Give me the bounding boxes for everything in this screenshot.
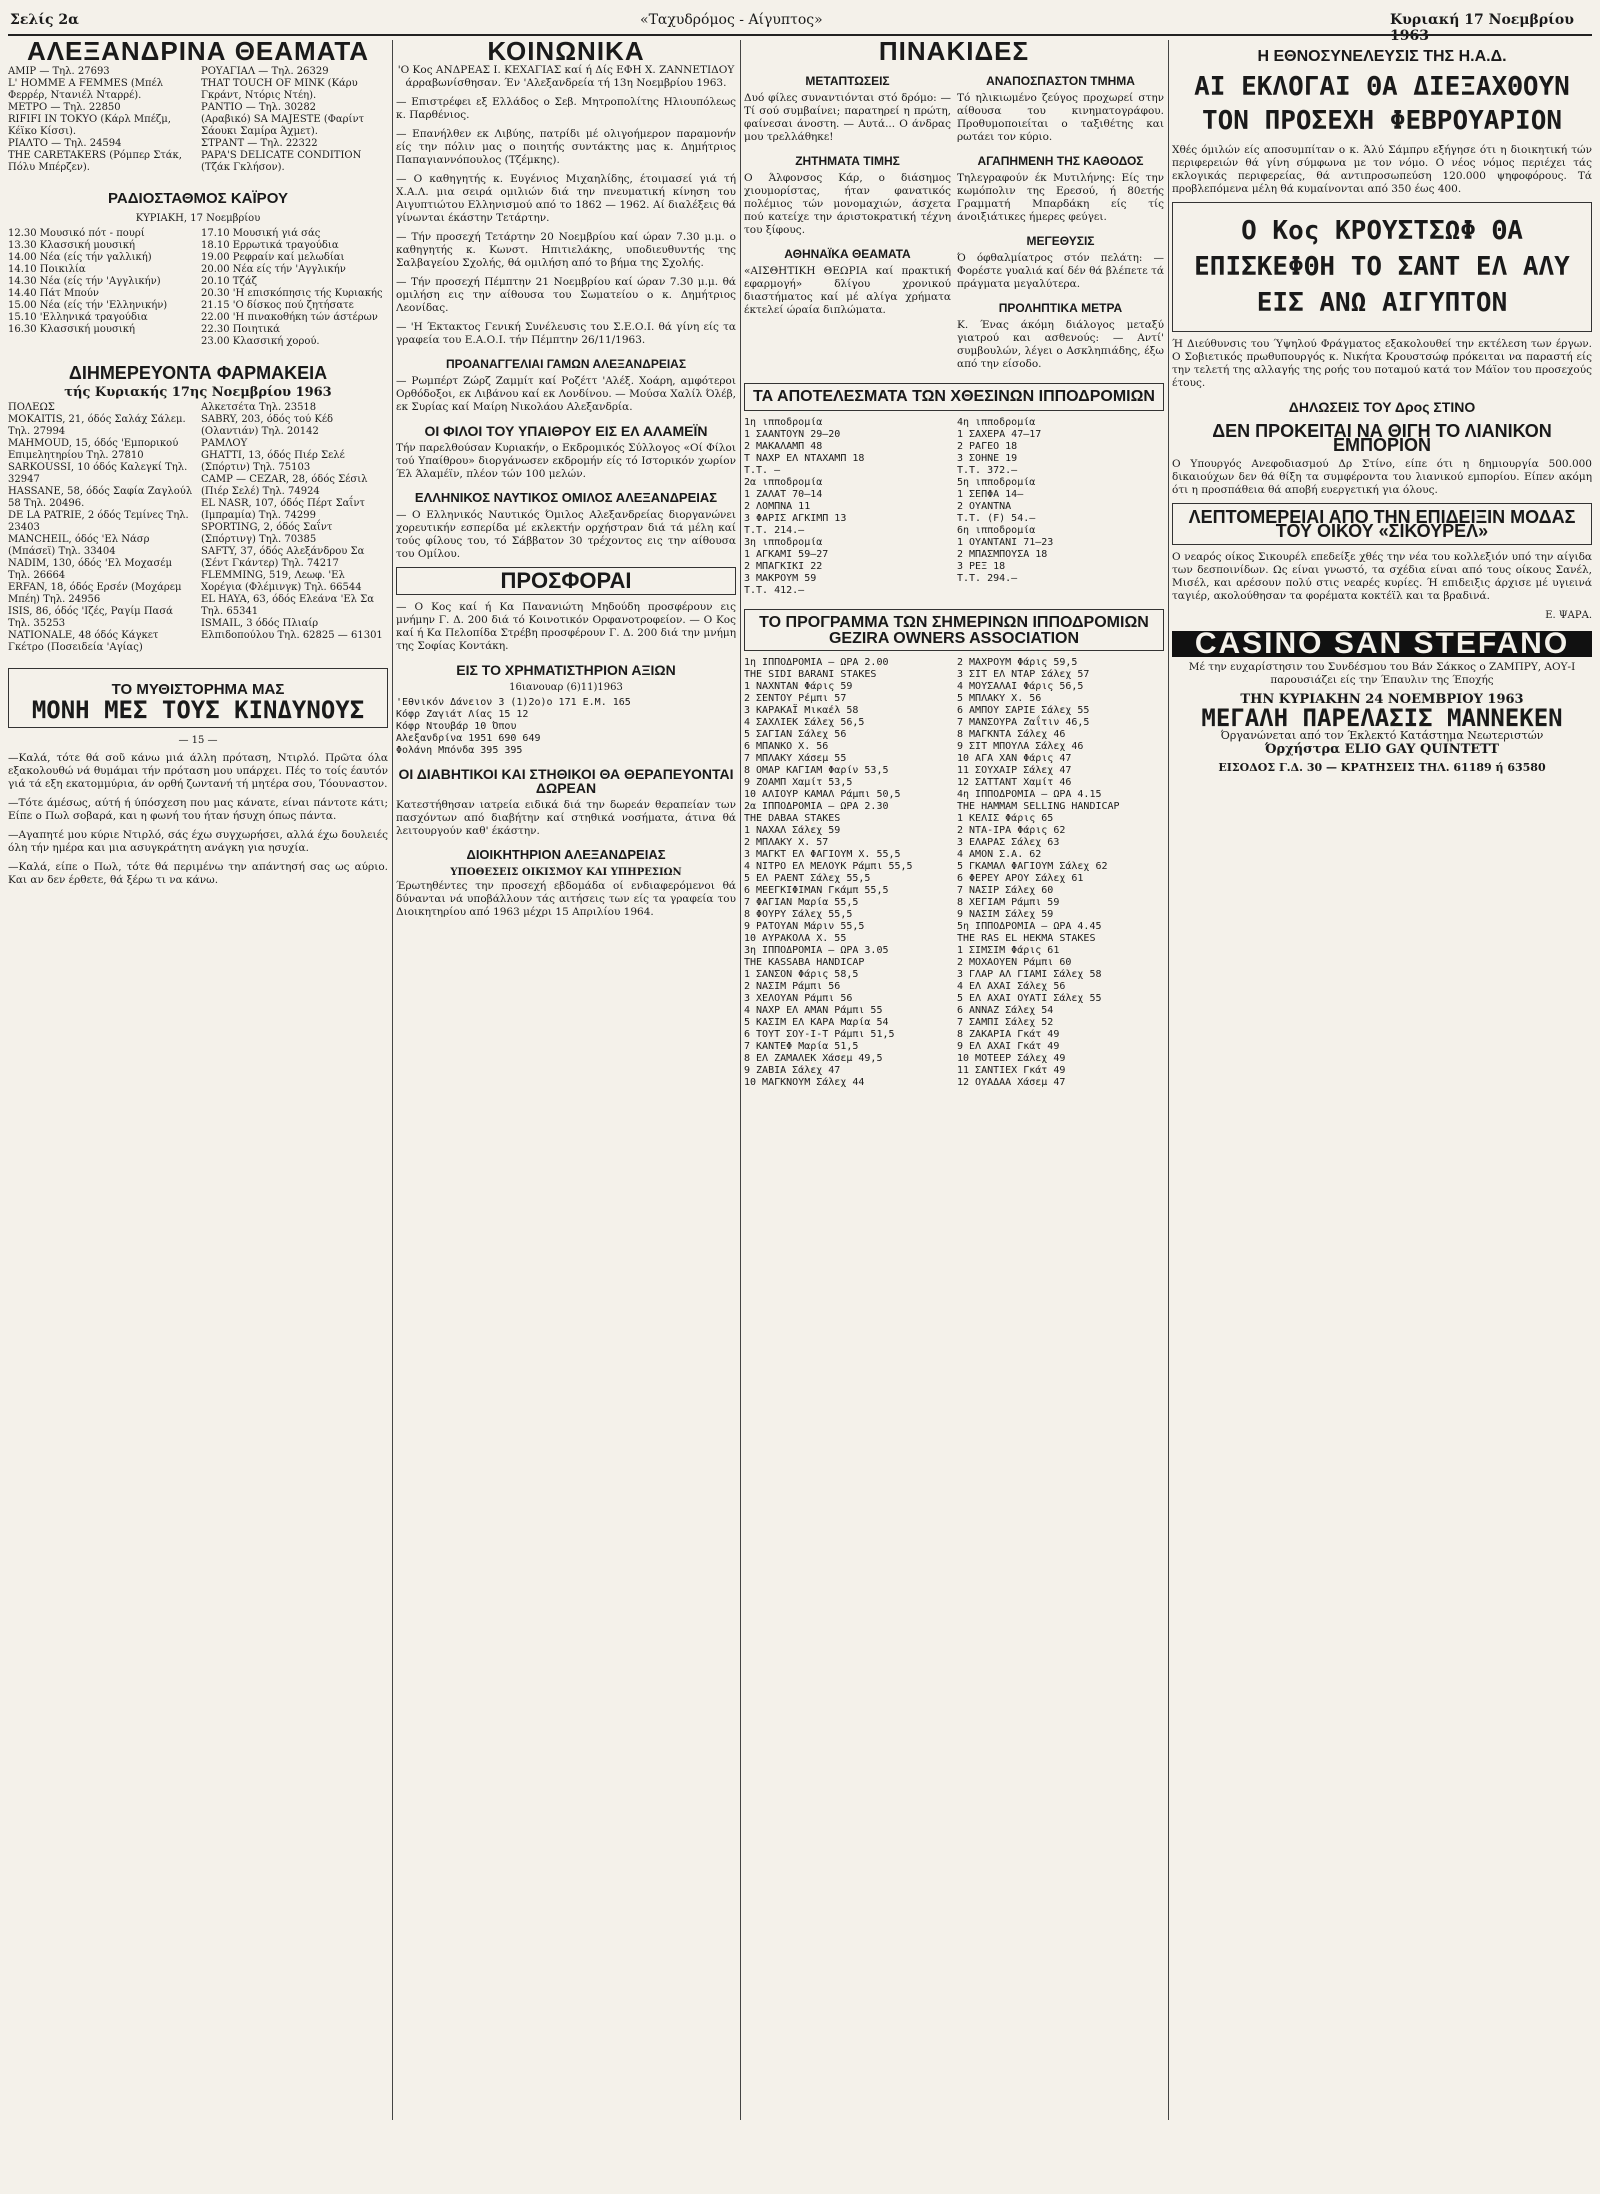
novel-number: — 15 — (178, 735, 218, 746)
result-row: Τ.Τ. (F) 54.— (957, 513, 1036, 524)
program-row: 2 ΜΟΧΑΟΥΕΝ Ράμπι 60 (957, 957, 1072, 968)
program-row: 12 ΣΑΤΤΑΝΤ Χαμίτ 46 (957, 777, 1072, 788)
pharmacy-listing: ISIS, 86, όδός 'Ιζές, Ραγίμ Πασά Τηλ. 35253 (8, 606, 173, 629)
program-row: 2 ΜΑΧΡΟΥΜ Φάρις 59,5 (957, 657, 1078, 668)
society-item: — Επανήλθεν εκ Λιβύης, πατρίδι μέ ολιγοήμερον παραμονήν είς την πόλιν μας ο ποιητής συντάκτης μας κ. Δημήτριος Παπαγιαννόπουλος (Τζέμκης). (396, 128, 736, 166)
program-box (744, 609, 1164, 651)
society-item: — Τήν προσεχή Πέμπτην 21 Νοεμβρίου καί ώραν 7.30 μ.μ. θά ομιλήση εις την αίθουσα του Σωματείου ο κ. Δημήτριος Λεονίδας. (396, 276, 736, 314)
program-row: THE KASSABA HANDICAP (744, 957, 865, 968)
results-box (744, 383, 1164, 411)
khrushchev-headline: Ο Κος ΚΡΟΥΣΤΣΩΦ ΘΑ ΕΠΙΣΚΕΦΘΗ ΤΟ ΣΑΝΤ ΕΛ ΑΛΥ ΕΙΣ ΑΝΩ ΑΙΓΥΠΤΟΝ (1194, 216, 1570, 318)
program-row: 2α ΙΠΠΟΔΡΟΜΙΑ — ΩΡΑ 2.30 (744, 801, 889, 812)
radio-slot: 18.10 Ερρωτικά τραγούδια (201, 240, 339, 251)
program-row: 5 ΕΛ ΡΑΕΝΤ Σάλεχ 55,5 (744, 873, 871, 884)
result-row: 2 ΜΠΑΣΜΠΟΥΣΑ 18 (957, 549, 1048, 560)
pharmacies-listing (8, 400, 388, 662)
result-row: 1 ΖΑΛΑΤ 70—14 (744, 489, 823, 500)
result-row: 6η ιπποδρομία (957, 525, 1036, 536)
bourse-table (396, 697, 736, 757)
bourse-row: Κόφρ Ντουβάρ 10 Όπου (396, 721, 517, 732)
casino-band: Όρχήστρα ELIO GAY QUINTETT (1264, 742, 1500, 757)
society-item: 'Ο Κος ΑΝΔΡΕΑΣ Ι. ΚΕΧΑΓΙΑΣ καί ή Δίς ΕΦΗ Χ. ΖΑΝΝΕΤΙΔΟΥ άρραβωνίσθησαν. Έν 'Αλεξανδρεία τή 13η Νοεμβρίου 1963. (397, 64, 735, 89)
program-row: THE RAS EL HEKMA STAKES (957, 933, 1096, 944)
pinakides-text: Ο Άλφονσος Κάρ, ο διάσημος χιουμορίστας, ήταν φανατικός πολέμιος τών μονομαχιών, άσχετα πού κατείχε την άριστοκρατική τέχνη του ξίφους. (744, 172, 951, 236)
fashion-headline: ΛΕΠΤΟΜΕΡΕΙΑΙ ΑΠΟ ΤΗΝ ΕΠΙΔΕΙΞΙΝ ΜΟΔΑΣ ΤΟΥ ΟΙΚΟΥ «ΣΙΚΟΥΡΕΛ» (1188, 507, 1576, 541)
pharmacy-listing: FLEMMING, 519, Λεωφ. 'Ελ Χορέγια (Φλέμινγκ) Τηλ. 66544 (201, 570, 362, 593)
casino-event: ΜΕΓΑΛΗ ΠΑΡΕΛΑΣΙΣ ΜΑΝΝΕΚΕΝ (1201, 704, 1563, 732)
pharmacy-listing: MANCHEIL, όδός 'Ελ Νάσρ (Μπάσεϊ) Τηλ. 33404 (8, 534, 150, 557)
theatre-listing: L' HOMME A FEMMES (Μπέλ Φερρέρ, Ντανιέλ Νταρρέ). (8, 78, 164, 101)
program-row: 11 ΣΟΥΧΑΙΡ Σάλεχ 47 (957, 765, 1072, 776)
result-row: Τ.Τ. 412.— (744, 585, 805, 596)
casino-banner: CASINO SAN STEFANO (1172, 631, 1592, 657)
radio-slot: 17.10 Μουσική γιά σάς (201, 228, 321, 239)
program-row: 7 ΜΠΛΑΚΥ Χάσεμ 55 (744, 753, 847, 764)
program-row: 8 ΟΜΑΡ ΚΑΓΙΑΜ Φαρίν 53,5 (744, 765, 889, 776)
weddings-heading: ΠΡΟΑΝΑΓΓΕΛΙΑΙ ΓΑΜΩΝ ΑΛΕΞΑΝΔΡΕΙΑΣ (445, 357, 687, 371)
program-row: 7 ΣΑΜΠΙ Σάλεχ 52 (957, 1017, 1054, 1028)
society-item: — 'Η Έκτακτος Γενική Συνέλευσις του Σ.Ε.Ο.Ι. θά γίνη είς τα γραφεία του Ε.Α.Ο.Ι. τήν Πέμπτην 26/11/1963. (396, 321, 736, 346)
program-row: 6 ΦΕΡΕΥ ΑΡΟΥ Σάλεχ 61 (957, 873, 1084, 884)
theatre-listing: AMIP — Τηλ. 27693 (8, 66, 110, 77)
radio-right (201, 228, 388, 348)
pinakides-text: Δυό φίλες συναντιόνται στό δρόμο: — Τί σού συμβαίνει; παρατηρεί η πρώτη, φαίνεσαι άνοστη. — Αυτά... Ο άνδρας μου τρελλάθηκε! (744, 92, 951, 143)
casino-organizer: Όργανώνεται από τον Έκλεκτό Κατάστημα Νεωτεριστών (1220, 729, 1544, 742)
result-row: 1η ιπποδρομία (744, 417, 823, 428)
radio-slot: 19.00 Ρεφραίν καί μελωδίαι (201, 252, 345, 263)
pharmacy-listing: SARKOUSSI, 10 όδός Καλεγκί Τηλ. 32947 (8, 462, 188, 485)
pharmacies-heading: ΔΙΗΜΕΡΕΥΟΝΤΑ ΦΑΡΜΑΚΕΙΑ (68, 363, 328, 383)
program-row: 6 ΜΠΑΝΚΟ Χ. 56 (744, 741, 829, 752)
program-row: 8 ΦΟΥΡΥ Σάλεχ 55,5 (744, 909, 853, 920)
program-row: 3 ΜΑΓΚΤ ΕΛ ΦΑΓΙΟΥΜ Χ. 55,5 (744, 849, 901, 860)
program-row: 11 ΣΑΝΤΙΕΧ Γκάτ 49 (957, 1065, 1066, 1076)
program-row: 6 ΑΜΠΟΥ ΣΑΡΙΕ Σάλεχ 55 (957, 705, 1090, 716)
program-row: 4 ΝΙΤΡΟ ΕΛ ΜΕΛΟΥΚ Ράμπι 55,5 (744, 861, 913, 872)
program-row: 4 ΑΜΟΝ Σ.Α. 62 (957, 849, 1042, 860)
pharmacy-listing: SAFTY, 37, όδός Αλεξάνδρου Σα (Σέντ Γκάντερ) Τηλ. 74217 (201, 546, 365, 569)
masthead (0, 0, 1600, 44)
theatres-heading: ΑΛΕΞΑΝΔΡΙΝΑ ΘΕΑΜΑΤΑ (26, 40, 370, 66)
program-row: 10 ΑΛΙΟΥΡ ΚΑΜΑΛ Ράμπι 50,5 (744, 789, 901, 800)
program-row: 5 ΕΛ ΑΧΑΙ ΟΥΑΤΙ Σάλεχ 55 (957, 993, 1102, 1004)
pharmacy-listing: SABRY, 203, όδός τού Κέδ (Ολαντιάν) Τηλ. 20142 (201, 414, 334, 437)
program-row: 1 ΣΙΜΣΙΜ Φάρις 61 (957, 945, 1060, 956)
theatre-listing: (Αραβικό) SA MAJESTE (Φαρίντ Σάουκι Σαμίρα Άχμετ). (201, 114, 365, 137)
friends-heading: ΟΙ ΦΙΛΟΙ ΤΟΥ ΥΠΑΙΘΡΟΥ ΕΙΣ ΕΛ ΑΛΑΜΕΪΝ (424, 423, 708, 439)
pinakides-text: Κ. Ένας άκόμη διάλογος μεταξύ γιατρού και ασθενούς: — Αντί' συμβουλών, λέγει ο Ασκληπιάδης, έξω από την είσοδο. (957, 319, 1164, 370)
bourse-heading: ΕΙΣ ΤΟ ΧΡΗΜΑΤΙΣΤΗΡΙΟΝ ΑΞΙΩΝ (456, 662, 676, 678)
pharmacy-listing: ISMAIL, 3 όδός Πλιαίρ Ελπιδοπούλου Τηλ. 62825 — 61301 (201, 618, 383, 641)
column-divider (740, 40, 741, 2120)
pinakides-items (744, 64, 1164, 377)
pharmacy-listing: HASSANE, 58, όδός Σαφία Ζαγλούλ 58 Τηλ. 20496. (8, 486, 193, 509)
program-row: 2 ΣΕΝΤΟΥ Ρέμπι 57 (744, 693, 847, 704)
results-right (957, 417, 1164, 597)
fashion-text: Ο νεαρός οίκος Σικουρέλ επεδείξε χθές την νέα του κολλεξιόν υπό την αίγιδα των δεσποινίδων. Ως είναι γνωστό, τα σχέδια είναι από τους οίκους Σανέλ, Μισέλ, και αρέσουν πολύ στις νεαρές κυρίες. Ή επιδειξις άρχισε μέ υγιεινά ταγιέρ, ακολούθησαν τα φορέματα κοκτέϊλ και τα βραδινά. (1172, 551, 1592, 602)
pinakides-subheading: ΖΗΤΗΜΑΤΑ ΤΙΜΗΣ (795, 154, 900, 168)
theatre-listing: ΜΕΤΡΟ — Τηλ. 22850 (8, 102, 121, 113)
program-row: 7 ΦΑΓΙΑΝ Μαρία 55,5 (744, 897, 859, 908)
radio-slot: 15.00 Νέα (είς τήν 'Ελληνικήν) (8, 300, 168, 311)
results-heading: ΤΑ ΑΠΟΤΕΛΕΣΜΑΤΑ ΤΩΝ ΧΘΕΣΙΝΩΝ ΙΠΠΟΔΡΟΜΙΩΝ (753, 388, 1155, 405)
program-row: 3η ΙΠΠΟΔΡΟΜΙΑ — ΩΡΑ 3.05 (744, 945, 889, 956)
pharmacy-listing: MAHMOUD, 15, όδός 'Εμπορικού Επιμελητηρίου Τηλ. 27810 (8, 438, 179, 461)
result-row: 1 ΣΑΧΕΡΑ 47—17 (957, 429, 1042, 440)
pharmacies-subheading: τής Κυριακής 17ης Νοεμβρίου 1963 (64, 385, 332, 400)
theatre-listing: ΡΑΝΤΙΟ — Τηλ. 30282 (201, 102, 317, 113)
program-row: 5 ΚΑΣΙΜ ΕΛ ΚΑΡΑ Μαρία 54 (744, 1017, 889, 1028)
novel-text (8, 752, 388, 887)
program-row: 9 ΣΙΤ ΜΠΟΥΛΑ Σάλεχ 46 (957, 741, 1084, 752)
radio-slot: 23.00 Κλασσική χορού. (201, 336, 320, 347)
results-left (744, 417, 951, 597)
pharmacy-listing: DE LA PATRIE, 2 όδός Τεμίνες Τηλ. 23403 (8, 510, 189, 533)
program-row: 1 ΝΑΧΝΤΑΝ Φάρις 59 (744, 681, 853, 692)
diabetes-heading: ΟΙ ΔΙΑΒΗΤΙΚΟΙ ΚΑΙ ΣΤΗΘΙΚΟΙ ΘΑ ΘΕΡΑΠΕΥΟΝΤΑΙ ΔΩΡΕΑΝ (398, 766, 734, 796)
pharmacy-listing: ΡΑΜΛΟΥ (201, 438, 248, 449)
stino-headline: ΔΕΝ ΠΡΟΚΕΙΤΑΙ ΝΑ ΘΙΓΗ ΤΟ ΛΙΑΝΙΚΟΝ ΕΜΠΟΡΙΟΝ (1212, 421, 1552, 455)
program-row: 6 ΜΕΕΓΚΙΦΙΜΑΝ Γκάμπ 55,5 (744, 885, 889, 896)
pinakides-subheading: ΜΕΓΕΘΥΣΙΣ (1026, 234, 1095, 248)
result-row: 1 ΟΥΑΝΤΑΝΙ 71—23 (957, 537, 1054, 548)
radio-slot: 12.30 Μουσικό πότ - πουρί (8, 228, 145, 239)
society-item: — Επιστρέφει εξ Ελλάδος ο Σεβ. Μητροπολίτης Ηλιουπόλεως κ. Παρθένιος. (396, 96, 736, 121)
pharmacy-listing: EL NASR, 107, όδός Πέρτ Σαΐντ (Ιμπραμία) Τηλ. 74299 (201, 498, 365, 521)
result-row: Τ ΝΑΧΡ ΕΛ ΝΤΑΧΑΜΠ 18 (744, 453, 865, 464)
pharmacy-listing: ΠΟΛΕΩΣ (8, 402, 55, 413)
result-row: 3 ΦΑΡΙΣ ΑΓΚΙΜΠ 13 (744, 513, 847, 524)
program-row: 8 ΜΑΓΚΝΤΑ Σάλεχ 46 (957, 729, 1066, 740)
program-row: 9 ΝΑΣΙΜ Σάλεχ 59 (957, 909, 1054, 920)
radio-slot: 14.40 Πάτ Μπούν (8, 288, 99, 299)
admin-subheading: ΥΠΟΘΕΣΕΙΣ ΟΙΚΙΣΜΟΥ ΚΑΙ ΥΠΗΡΕΣΙΩΝ (450, 867, 682, 878)
naval-heading: ΕΛΛΗΝΙΚΟΣ ΝΑΥΤΙΚΟΣ ΟΜΙΛΟΣ ΑΛΕΞΑΝΔΡΕΙΑΣ (414, 490, 718, 505)
program-row: 1 ΚΕΛΙΣ Φάρις 65 (957, 813, 1054, 824)
pinakides-subheading: ΜΕΤΑΠΤΩΣΕΙΣ (805, 74, 890, 88)
program-row: 9 ΡΑΤΟΥΑΝ Μάριν 55,5 (744, 921, 865, 932)
program-row: THE HAMMAM SELLING HANDICAP (957, 801, 1120, 812)
result-row: 1 ΣΕΠΦΑ 14— (957, 489, 1024, 500)
pharmacy-listing: Αλκετσέτα Τηλ. 23518 (201, 402, 317, 413)
pinakides-text: Τό ηλικιωμένο ζεύγος προχωρεί στην αίθουσα του κινηματογράφου. Προθυμοποιείται ο ταξιθέτης και ρωτάει τον κύριο. (957, 92, 1164, 143)
friends-text: Τήν παρελθούσαν Κυριακήν, ο Εκδρομικός Σύλλογος «Οί Φίλοι τού Υπαίθρου» διοργάνωσεν εκδρομήν είς τό Ιστορικόν χωρίον Έλ Άλαμέϊν, πλέον τών 100 μελών. (396, 442, 736, 480)
program-row: 8 ΧΕΓΙΑΜ Ράμπι 59 (957, 897, 1060, 908)
fashion-signature: Ε. ΨΑΡΑ. (1545, 610, 1592, 621)
result-row: Τ.Τ. 294.— (957, 573, 1018, 584)
program-row: 10 ΑΓΑ ΧΑΝ Φάρις 47 (957, 753, 1072, 764)
stino-label: ΔΗΛΩΣΕΙΣ ΤΟΥ Δρος ΣΤΙΝΟ (1288, 399, 1476, 415)
program-right (957, 657, 1164, 1089)
khrushchev-text: Ή Διεύθυνσις του Ύψηλού Φράγματος εξακολουθεί την εκτέλεση των έργων. Ο Σοβιετικός πρωθυπουργός κ. Νικήτα Κρουστσώφ πρόκειται να παραστή είς την τελετή της αλλαγής της ροής του ποταμού κατά τον Μάϊον του προσεχούς έτους. (1172, 338, 1592, 389)
radio-slot: 14.10 Ποικιλία (8, 264, 86, 275)
program-row: 3 ΧΕΛΟΥΑΝ Ράμπι 56 (744, 993, 853, 1004)
casino-text: Μέ την ευχαρίστησιν του Συνδέσμου του Βάν Σάκκος ο ΖΑΜΠΡΥ, ΑΟΥ-Ι παρουσιάζει είς την Έπαυλιν της Έποχής (1188, 661, 1576, 686)
admin-text: Έρωτηθέντες την προσεχή εβδομάδα οί ενδιαφερόμενοι θά δύνανται νά υποβάλλουν τάς αιτήσεις των είς τα γραφεία του Διοικητηρίου από 1963 μέχρι 15 Απριλίου 1964. (396, 880, 736, 918)
bourse-date: 16ιανουαρ (6)11)1963 (509, 682, 623, 693)
result-row: 2 ΡΑΓΕΟ 18 (957, 441, 1018, 452)
theatres-right (201, 66, 388, 174)
naval-text: — Ο Ελληνικός Ναυτικός Όμιλος Αλεξανδρείας διοργανώνει χορευτικήν εσπερίδα μέ εκλεκτήν ορχήστραν διά τά μέλη καί τούς φίλους του, τό Σάββατον 30 τρέχοντος εις την αίθουσα του Ομίλου. (396, 509, 736, 560)
results-table (744, 417, 1164, 603)
casino-date: ΤΗΝ ΚΥΡΙΑΚΗΝ 24 ΝΟΕΜΒΡΙΟΥ 1963 (1240, 692, 1524, 707)
result-row: 2α ιπποδρομία (744, 477, 823, 488)
program-heading: ΤΟ ΠΡΟΓΡΑΜΜΑ ΤΩΝ ΣΗΜΕΡΙΝΩΝ ΙΠΠΟΔΡΟΜΙΩΝ (759, 614, 1149, 631)
program-row: 4 ΝΑΧΡ ΕΛ ΑΜΑΝ Ράμπι 55 (744, 1005, 883, 1016)
radio-slot: 15.10 'Ελληνικά τραγούδια (8, 312, 148, 323)
program-row: 3 ΓΛΑΡ ΑΛ ΓΙΑΜΙ Σάλεχ 58 (957, 969, 1102, 980)
program-row: 7 ΜΑΝΣΟΥΡΑ Ζαΐτιν 46,5 (957, 717, 1090, 728)
program-row: 5η ΙΠΠΟΔΡΟΜΙΑ — ΩΡΑ 4.45 (957, 921, 1102, 932)
program-row: 1 ΝΑΧΑΛ Σάλεχ 59 (744, 825, 841, 836)
khrushchev-box (1172, 202, 1592, 332)
result-row: 3η ιπποδρομία (744, 537, 823, 548)
radio-slot: 22.00 'Η πινακοθήκη τών άστέρων (201, 312, 378, 323)
program-row: 12 ΟΥΑΔΑΑ Χάσεμ 47 (957, 1077, 1066, 1088)
novel-label: ΤΟ ΜΥΘΙΣΤΟΡΗΜΑ ΜΑΣ (111, 681, 285, 698)
program-row: THE DABAA STAKES (744, 813, 841, 824)
program-row: 6 ΑΝΝΑΖ Σάλεχ 54 (957, 1005, 1054, 1016)
offers-text: — Ο Κος καί ή Κα Πανανιώτη Μηδούδη προσφέρουν εις μνήμην Γ. Δ. 200 διά τό Κοινοτικόν Ορφανοτροφείον. — Ο Κος καί ή Κα Πελοπίδα Στρέβη προσφέρουν Γ. Δ. 200 διά την μνήμη της Σοφίας Κοντάκη. (396, 601, 736, 652)
program-row: 5 ΣΑΓΙΑΝ Σάλεχ 56 (744, 729, 847, 740)
result-row: 3 ΣΟΗΝΕ 19 (957, 453, 1018, 464)
program-row: 3 ΕΛΑΡΑΣ Σάλεχ 63 (957, 837, 1060, 848)
program-left (744, 657, 951, 1089)
result-row: 2 ΛΟΜΠΝΑ 11 (744, 501, 811, 512)
novel-box (8, 668, 388, 728)
program-row: 10 ΑΥΡΑΚΟΛΑ Χ. 55 (744, 933, 847, 944)
stino-text: Ο Υπουργός Ανεφοδιασμού Δρ Στίνο, είπε ότι η δημιουργία 500.000 δικαιούχων δεν θά θίξη τα συμφέροντα του λιανικού εμπορίου. Είπεν ακόμη ότι η προσπάθεια θά αποβή ευεργετική για όλους. (1172, 458, 1592, 496)
result-row: 3 ΡΕΞ 18 (957, 561, 1006, 572)
radio-left (8, 228, 195, 348)
program-row: 2 ΜΠΛΑΚΥ Χ. 57 (744, 837, 829, 848)
program-row: 7 ΚΑΝΤΕΦ Μαρία 51,5 (744, 1041, 859, 1052)
unga-label: Η ΕΘΝΟΣΥΝΕΛΕΥΣΙΣ ΤΗΣ Η.Α.Δ. (1257, 48, 1507, 65)
radio-slot: 14.00 Νέα (είς τήν γαλλική) (8, 252, 152, 263)
bourse-row: Αλεξανδρίνα 1951 690 649 (396, 733, 541, 744)
novel-title: ΜΟΝΗ ΜΕΣ ΤΟΥΣ ΚΙΝΔΥΝΟΥΣ (31, 696, 365, 724)
society-item: — Ο καθηγητής κ. Ευγένιος Μιχαηλίδης, έτοιμασεί γιά τή Χ.Α.Λ. μια σειρά ομιλιών διά την πνευματική κίνηση του Αιγυπτιώτου Ελληνισμού από το 1862 — 1962. Αί διαλέξεις θά γίνωνται έκάστην Τετάρτην. (396, 173, 736, 224)
bourse-row: Φολάνη Μπόνδα 395 395 (396, 745, 523, 756)
radio-slot: 16.30 Κλασσική μουσική (8, 324, 135, 335)
column-1 (8, 40, 388, 2120)
program-subheading: GEZIRA OWNERS ASSOCIATION (828, 630, 1080, 647)
theatres-listing (8, 64, 388, 182)
program-row: 9 ΕΛ ΑΧΑΙ Γκάτ 49 (957, 1041, 1060, 1052)
weddings-text: — Ρωμπέρτ Ζώρζ Ζαμμίτ καί Ροζέττ 'Αλέξ. Χοάρη, αμφότεροι Ορθόδοξοι, εκ Λιβάνου καί εκ Λονδίνου. — Μούσα Χαλίλ Όλέβ, εκ Συρίας καί Μαίρη Νικολάου Αλεξανδρία. (396, 375, 736, 413)
radio-date: ΚΥΡΙΑΚΗ, 17 Νοεμβρίου (135, 213, 261, 224)
pinakides-heading: ΠΙΝΑΚΙΔΕΣ (878, 40, 1030, 66)
radio-slot: 22.30 Ποιητικά (201, 324, 280, 335)
result-row: 2 ΜΑΚΑΛΑΜΠ 48 (744, 441, 823, 452)
radio-slot: 20.10 Τζάζ (201, 276, 258, 287)
theatre-listing: ΣΤΡΑΝΤ — Τηλ. 22322 (201, 138, 318, 149)
novel-paragraph: —Καλά, είπε ο Πωλ, τότε θά περιμένω την απάντησή σας ως αύριο. Και αν δεν έρθετε, θά ξέρω τι να κάνω. (8, 861, 388, 886)
pinakides-text: Ό όφθαλμίατρος στόν πελάτη: — Φορέστε γυαλιά καί δέν θά βλέπετε τά πράγματα μεγαλύτερα. (957, 252, 1164, 290)
radio-slot: 20.30 'Η επισκόπησις τής Κυριακής (201, 288, 383, 299)
page-number: Σελίς 2α (10, 12, 79, 28)
pharmacy-listing: ΜΟΚΑΙΤΙS, 21, όδός Σαλάχ Σάλεμ. Τηλ. 27994 (8, 414, 186, 437)
program-row: 1η ΙΠΠΟΔΡΟΜΙΑ — ΩΡΑ 2.00 (744, 657, 889, 668)
society-heading: ΚΟΙΝΩΝΙΚΑ (487, 40, 645, 66)
program-row: 3 ΣΙΤ ΕΛ ΝΤΑΡ Σάλεχ 57 (957, 669, 1090, 680)
pinakides-text: «ΑΙΣΘΗΤΙΚΗ ΘΕΩΡΙΑ καί πρακτική εφαρμογή» δλίγου χρονικού διαστήματος καί μέ αλίγα χρήματα έκτελεί ώραία διπλώματα. (744, 265, 951, 316)
program-row: THE SIDI BARANI STAKES (744, 669, 877, 680)
bourse-row: Κόφρ Ζαγιάτ Λίας 15 12 (396, 709, 529, 720)
theatre-listing: THAT TOUCH OF MINK (Κάρυ Γκράντ, Ντόρις Ντέη). (201, 78, 358, 101)
result-row: Τ.Τ. 372.— (957, 465, 1018, 476)
bourse-row: 'Εθνικόν Δάνειον 3 (1)2ο)ο 171 Ε.Μ. 165 (396, 697, 631, 708)
result-row: Τ.Τ. — (744, 465, 781, 476)
pinakides-subheading: ΑΘΗΝΑΪΚΑ ΘΕΑΜΑΤΑ (784, 247, 911, 261)
offers-heading: ΠΡΟΣΦΟΡΑΙ (500, 568, 632, 593)
theatres-left (8, 66, 195, 174)
program-row: 1 ΣΑΝΣΟΝ Φάρις 58,5 (744, 969, 859, 980)
program-row: 5 ΜΠΛΑΚΥ Χ. 56 (957, 693, 1042, 704)
pinakides-text: Τηλεγραφούν έκ Μυτιλήνης: Είς την κωμόπολιν της Ερεσού, ή 80ετής Γραμματή Μπαρδάκη είς τίς άνοιξιάτικες ήμερες φεύγει. (957, 172, 1164, 223)
pinakides-subheading: ΑΝΑΠΟΣΠΑΣΤΟΝ ΤΜΗΜΑ (986, 74, 1135, 88)
pharmacies-right (201, 402, 388, 654)
result-row: 2 ΜΠΑΓΚΙΚΙ 22 (744, 561, 823, 572)
pharmacy-listing: EL HAYA, 63, όδός Ελεάνα 'Ελ Σα Τηλ. 65341 (201, 594, 374, 617)
admin-heading: ΔΙΟΙΚΗΤΗΡΙΟΝ ΑΛΕΞΑΝΔΡΕΙΑΣ (466, 847, 666, 862)
society-item: — Τήν προσεχή Τετάρτην 20 Νοεμβρίου καί ώραν 7.30 μ.μ. ο καθηγητής κ. Κωνστ. Ηπιτιελάκης, υποδιευθυντής της Σαλβαγείου Σχολής, θά ομιλήση από το βήμα της Σχολής. (396, 231, 736, 269)
masthead-rule (8, 34, 1592, 36)
theatre-listing: ΡΙΑΛΤΟ — Τηλ. 24594 (8, 138, 122, 149)
diabetes-text: Κατεστήθησαν ιατρεία ειδικά διά την δωρεάν θεραπείαν των πασχόντων από διαβήτην καί στηθικά νοσήματα, άτινα θά λειτουργούν καθ' έκάστην. (396, 799, 736, 837)
pharmacy-listing: ERFAN, 18, όδός Ερσέν (Μοχάρεμ Μπέη) Τηλ. 24956 (8, 582, 182, 605)
program-row: 10 ΜΟΤΕΕΡ Σάλεχ 49 (957, 1053, 1066, 1064)
program-row: 8 ΕΛ ΖΑΜΑΛΕΚ Χάσεμ 49,5 (744, 1053, 883, 1064)
theatre-listing: ΡΟΥΑΓΙΑΛ — Τηλ. 26329 (201, 66, 329, 77)
program-row: 9 ΖΑΒΙΑ Σάλεχ 47 (744, 1065, 841, 1076)
radio-schedule (8, 226, 388, 356)
radio-slot: 14.30 Νέα (είς τήν 'Αγγλικήν) (8, 276, 161, 287)
pharmacy-listing: GHATTI, 13, όδός Πιέρ Σελέ (Σπόρτιν) Τηλ. 75103 (201, 450, 345, 473)
program-row: 3 ΚΑΡΑΚΑΪ Μικαέλ 58 (744, 705, 859, 716)
result-row: 1 ΣΑΑΝΤΟΥΝ 29—20 (744, 429, 841, 440)
result-row: 3 ΜΑΚΡΟΥΜ 59 (744, 573, 817, 584)
program-row: 8 ΖΑΚΑΡΙΑ Γκάτ 49 (957, 1029, 1060, 1040)
result-row: 2 ΟΥΑΝΤΝΑ (957, 501, 1012, 512)
program-row: 7 ΝΑΣΙΡ Σάλεχ 60 (957, 885, 1054, 896)
fashion-box (1172, 503, 1592, 545)
program-row: 10 ΜΑΓΚΝΟΥΜ Σάλεχ 44 (744, 1077, 865, 1088)
unga-text: Χθές όμιλών είς αποσυμπίταν ο κ. Άλύ Σάμπρυ εξήγησε ότι η διοικητική τών περιφερειών θά γίνη σύμφωνα με τον νόμο. Ο νέος νόμος περιέχει τάς εκλογικάς περιφερείας, θά αντιπροσωπεύση 120.000 ψηφοφόρους. Τά προβλεπόμενα μέλη θά κυμαίνονται από 350 έως 400. (1172, 144, 1592, 195)
column-2 (396, 40, 736, 2120)
radio-slot: 13.30 Κλασσική μουσική (8, 240, 135, 251)
pharmacy-listing: SPORTING, 2, όδός Σαΐντ (Σπόρτινγ) Τηλ. 70385 (201, 522, 333, 545)
theatre-listing: RIFIFI IN TOKYO (Κάρλ Μπέζμ, Κέϊκο Κίσσι). (8, 114, 171, 137)
program-table (744, 657, 1164, 1095)
result-row: Τ.Τ. 214.— (744, 525, 805, 536)
pharmacy-listing: NATIONALE, 48 όδός Κάγκετ Γκέτρο (Ποσειδεία 'Αγίας) (8, 630, 159, 653)
column-divider (1168, 40, 1169, 2120)
unga-headline: ΑΙ ΕΚΛΟΓΑΙ ΘΑ ΔΙΕΞΑΧΘΟΥΝ ΤΟΝ ΠΡΟΣΕΧΗ ΦΕΒΡΟΥΑΡΙΟΝ (1194, 72, 1570, 136)
column-3 (744, 40, 1164, 2120)
pharmacies-left (8, 402, 195, 654)
novel-paragraph: —Τότε άμέσως, αύτή ή ύπόσχεση που μας κάνατε, είναι πάντοτε κάτι; Είπε ο Πωλ σοβαρά, και η φωνή του ήταν ήσυχη όπως πάντα. (8, 797, 388, 822)
casino-entry: ΕΙΣΟΔΟΣ Γ.Δ. 30 — ΚΡΑΤΗΣΕΙΣ ΤΗΛ. 61189 ή 63580 (1218, 761, 1546, 774)
program-row: 5 ΓΚΑΜΑΛ ΦΑΓΙΟΥΜ Σάλεχ 62 (957, 861, 1108, 872)
pharmacy-listing: NADIM, 130, όδός 'Ελ Μοχασέμ Τηλ. 26664 (8, 558, 172, 581)
program-row: 6 ΤΟΥΤ ΣΟΥ-Ι-Τ Ράμπι 51,5 (744, 1029, 895, 1040)
program-row: 9 ΖΟΑΜΠ Χαμίτ 53,5 (744, 777, 853, 788)
radio-slot: 21.15 'Ο δίσκος πού ζητήσατε (201, 300, 354, 311)
program-row: 4η ΙΠΠΟΔΡΟΜΙΑ — ΩΡΑ 4.15 (957, 789, 1102, 800)
column-4 (1172, 40, 1592, 2120)
program-row: 2 ΝΤΑ-ΙΡΑ Φάρις 62 (957, 825, 1066, 836)
result-row: 4η ιπποδρομία (957, 417, 1036, 428)
radio-heading: ΡΑΔΙΟΣΤΑΘΜΟΣ ΚΑΪΡΟΥ (108, 190, 288, 207)
theatre-listing: THE CARETAKERS (Ρόμπερ Στάκ, Πόλυ Μπέρζεν). (8, 150, 182, 173)
column-divider (392, 40, 393, 2120)
program-row: 4 ΜΟΥΣΑΛΑΙ Φάρις 56,5 (957, 681, 1084, 692)
paper-name: «Ταχυδρόμος - Αίγυπτος» (640, 12, 823, 28)
result-row: 5η ιπποδρομία (957, 477, 1036, 488)
pharmacy-listing: CAMP — CEZAR, 28, όδός Σέσιλ (Πιέρ Σελέ) Τηλ. 74924 (201, 474, 368, 497)
novel-paragraph: —Αγαπητέ μου κύριε Ντιρλό, σάς έχω συγχωρήσει, αλλά έχω δουλειές όλη τήν ημέρα και μια ασυγκράτητη ανάγκη για ησυχία. (8, 829, 388, 854)
result-row: 1 ΑΓΚΑΜΙ 59—27 (744, 549, 829, 560)
novel-paragraph: —Καλά, τότε θά σοῦ κάνω μιά άλλη πρόταση, Ντιρλό. Πρῶτα όλα εξακολουθώ νά θυμάμαι τήν πρόταση μου υπάρχει. Πές το τοίς έαυτόν γιά τά εξη εκατομμύρια, άν ορθή ζωντανή τή μητέρα σου, Τόουναστον. (8, 752, 388, 790)
theatre-listing: PAPA'S DELICATE CONDITION (Τζάκ Γκλήσον). (201, 150, 362, 173)
program-row: 4 ΕΛ ΑΧΑΙ Σάλεχ 56 (957, 981, 1066, 992)
offers-box (396, 567, 736, 595)
program-row: 2 ΝΑΣΙΜ Ράμπι 56 (744, 981, 841, 992)
issue-date: Κυριακή 17 Νοεμβρίου 1963 (1390, 12, 1574, 44)
radio-slot: 20.00 Νέα είς τήν 'Αγγλικήν (201, 264, 346, 275)
pinakides-subheading: ΑΓΑΠΗΜΕΝΗ ΤΗΣ ΚΑΘΟΔΟΣ (977, 154, 1144, 168)
pinakides-subheading: ΠΡΟΛΗΠΤΙΚΑ ΜΕΤΡΑ (998, 301, 1123, 315)
program-row: 4 ΣΑΧΛΙΕΚ Σάλεχ 56,5 (744, 717, 865, 728)
